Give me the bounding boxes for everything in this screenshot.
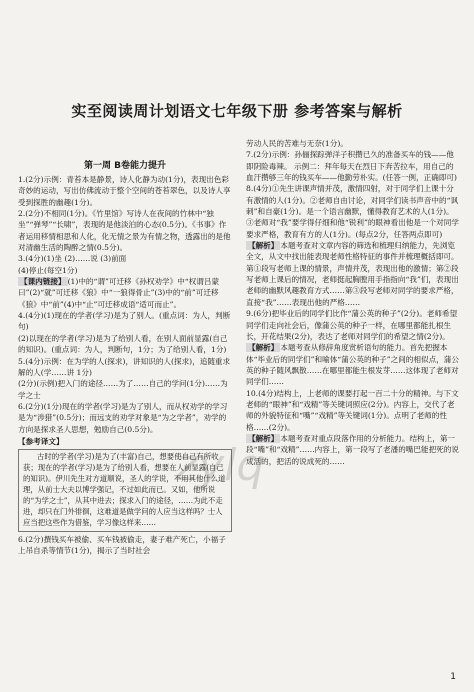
link-note [18, 276, 232, 310]
analysis-text: 本题考查从修辞角度赏析语句的能力。首先把握本体“毕业后的同学们”和喻体“蒲公英的种子”之间的相似点，蒲公英的种子随风飘散……在哪里都能生根发芽……这体现了老师对同学们…… [246, 343, 459, 387]
left-column [18, 160, 232, 556]
link-tag: 【课内链接】 [20, 277, 66, 287]
section-heading: 第一周 B卷能力提升 [84, 161, 166, 171]
answer-paragraph: 劳动人民的苦难与无奈(1分)。 [246, 139, 348, 148]
answer-paragraph: 9.(6分)把毕业后的同学们比作“蒲公英的种子”(2分)。老师希望同学们走向社会后，像蒲公英的种子一样，在哪里都能扎根生长，开花结果(2分)，表达了老师对同学们的希望之情(2分)。 [246, 309, 458, 341]
link-text: (1)中的“谓”可迁移《孙权劝学》中“权谓吕蒙曰”(2)“就”可迁移《狼》中“一狼得骨止”(3)中的“前”可迁移《狼》中“前”(4)中“止”可迁移成语“适可而止”。 [18, 277, 220, 309]
reference-translation-box [18, 449, 232, 531]
analysis-tag: 【解析】 [248, 241, 279, 251]
page-title: 实至阅读周计划语文七年级下册 参考答案与解析 [71, 102, 403, 120]
analysis-tag: 【解析】 [248, 433, 279, 443]
analysis-note [246, 240, 460, 308]
analysis-tag: 【解析】 [248, 343, 279, 353]
answer-paragraph: 2.(2分)不相同(1分)。《竹里馆》写诗人在夜间的竹林中“独坐”“弹琴”“长啸”，表现的是他淡泊的心态(0.5分)。《书事》作者运用移情相思和人化，化无情之景为有情之物，透露出的是他对清幽生活的陶醉之情(0.5分)。 [18, 209, 231, 253]
answer-paragraph: (2)以现在的学者(学习)是为了给别人看，在别人面前显露(自己的知识)。(重点词：为人，判断句，1分；为了给别人看，1分) [18, 333, 228, 355]
analysis-text: 本题考查对文章内容的筛选和梳理归纳能力，先浏览全文，从文中找出能表现老师性格特征的事件并梳理概括即可。第①段写老师上课的情景，声情并茂，表现出他的激情；第②段写老师上课后的情况，老师挺起胸膛用手指指向“我”们，表现出老师的幽默风趣教育方式……第③段写老师对同学的要求严格，直接“我”……表现出他的严格…… [246, 241, 459, 307]
answer-paragraph: 6.(2分)撰钱买车被偷、买车钱被偷走，妻子难产死亡，小福子上吊自杀等情节(1分)，揭示了当时社会 [18, 534, 226, 555]
answer-paragraph: 3.(4分)(1)坐 (2)……说 (3)前面 [18, 254, 127, 264]
answer-paragraph: 4.(4分)(1)现在的学者(学习)是为了别人。(重点词：为人，判断句) [18, 311, 231, 332]
answer-paragraph: 1.(2分)示例：青苔本是静景，诗人化静为动(1分)，表现出色彩奇妙的运动，写出仿佛流动于整个空间的苍苔翠色，以及诗人享受到探胜的幽趣(1分)。 [18, 175, 231, 207]
analysis-note [246, 342, 460, 387]
analysis-note [246, 433, 460, 467]
page-number: 1 [450, 672, 456, 682]
answer-paragraph: 10.(4分)结构上，上老师的课要打起一百二十分的精神。与下文老师的“眼神”和“戏精”等关键词照应(2分)。内容上，交代了老师的外貌特征和“嘴”“戏精”等关键词(1分)。点明了老师的性格……(2分)。 [246, 388, 459, 432]
right-column [246, 138, 460, 467]
translation-text: 古时的学者(学习)是为了(丰富)自己，想要使自己有所收获；现在的学者(学习)是为了给别人看，想要在人前显露(自己的知识)。伊川先生对方道顺说，圣人的学说，不用其他什么道理，从前士大夫以博学强记，不过如此而已。又如，他所说的“为学之士”，从其中进去；探求入门的途径，……为此不走进，却只在门外徘徊，这难道是做学问的人应当这样吗？士人应当把这些作为借鉴，学习像这样来…… [23, 452, 226, 527]
answer-paragraph: 7.(2分)示例：孙俪探踪弹洋子积攒已久的准备买车的钱——他即阴险毒辣。 示例二：拜年每天在烈日下奔苦拉车，用自己的血汗攒够三年的钱买车——他勤劳朴实。(任答一例，正确即可) [246, 150, 457, 183]
answer-paragraph: (4)停止(每空1分) [18, 265, 78, 275]
answer-paragraph: 8.(4分)①先生讲课声情并茂，激情四射，对于同学们上课十分有激情的人(1分)。②老师自由讨论，对同学们读书声音中的“讽刺”和自豪(1分)。是一个语言幽默，懂得教育艺术的人(1分)。③老师对“我”要学得仔细和他“锐利”的眼神看出他是一个对同学要求严格，教育有方的人(1分)。(每点2分，任答两点即可) [246, 184, 459, 239]
answer-paragraph: 5.(4分)示例：在为学的人(探求)，讲知识的人(探求)，追随重求解的人(学……讲 1分) [18, 356, 231, 377]
svg-text:zylq: zylq [175, 440, 265, 491]
answer-paragraph: 6.(2分)(1分)现在的学者(学习)是为了别人，而从权劝学的学习是为“涉猎”(0.5分)；而远支的劝学对象是“为之学者”，劝学的方向是探求圣人思想，勉励自己(0.5分)。 [18, 401, 228, 434]
answer-paragraph: (2分)(示例)把入门的途径……为了……自己的学问(1分)……为学之士 [18, 379, 228, 400]
analysis-text: 本题考查对重点段落作用的分析能力。结构上，第一段“嘴”和“戏精”……内容上，第一段写了老潘的嘴巴能把死的说成活的，把活的说成死的…… [246, 433, 459, 466]
reference-translation-heading: 【参考译文】 [18, 436, 64, 446]
